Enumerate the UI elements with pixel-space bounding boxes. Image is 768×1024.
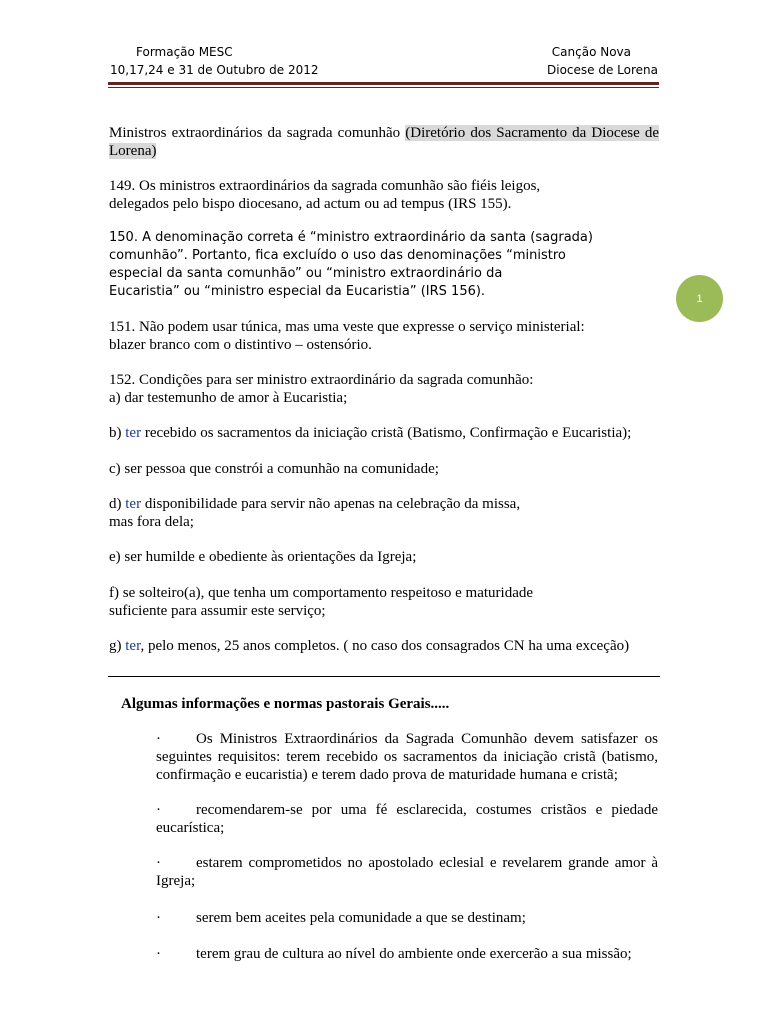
bullet-dot: · [156, 855, 161, 871]
bullet-item [156, 801, 658, 837]
paragraph-150-line-1: 150. A denominação correta é “ministro extraordinário da santa (sagrada) [109, 230, 593, 245]
intro-title-text: Ministros extraordinários da sagrada comunhão [109, 125, 406, 141]
condition-b-link: ter [125, 425, 142, 441]
condition-d-text: disponibilidade para servir não apenas na celebração da missa, [141, 496, 521, 512]
bullet-item [156, 854, 658, 890]
paragraph-150 [109, 229, 659, 301]
condition-b [109, 424, 659, 442]
condition-e: e) ser humilde e obediente às orientações da Igreja; [109, 549, 417, 565]
paragraph-150-line-4: Eucaristia” ou “ministro especial da Eucaristia” (IRS 156). [109, 284, 486, 299]
paragraph-151-line-1: 151. Não podem usar túnica, mas uma veste que expresse o serviço ministerial: [109, 319, 585, 335]
page-number-badge: 1 [676, 275, 723, 322]
paragraph-152-line-1: 152. Condições para ser ministro extraordinário da sagrada comunhão: [109, 372, 534, 388]
section-divider [108, 676, 660, 677]
condition-f-line-2: suficiente para assumir este serviço; [109, 603, 326, 619]
header-diocese: Diocese de Lorena [547, 63, 658, 77]
section-title: Algumas informações e normas pastorais Gerais..... [121, 696, 450, 712]
condition-d [109, 495, 659, 531]
paragraph-150-line-2: comunhão”. Portanto, fica excluído o uso das denominações “ministro [109, 248, 566, 263]
bullet-item [156, 945, 658, 963]
condition-a: a) dar testemunho de amor à Eucaristia; [109, 390, 348, 406]
condition-g [109, 637, 659, 655]
bullet-text: terem grau de cultura ao nível do ambiente onde exercerão a sua missão; [196, 946, 632, 962]
bullet-text: estarem comprometidos no apostolado eclesial e revelarem grande amor à Igreja; [156, 855, 658, 889]
intro-title [109, 124, 659, 160]
paragraph-149-line-1: 149. Os ministros extraordinários da sagrada comunhão são fiéis leigos, [109, 178, 541, 194]
bullet-dot: · [156, 946, 161, 962]
paragraph-150-line-3: especial da santa comunhão” ou “ministro extraordinário da [109, 266, 503, 281]
header-rule-thin [108, 87, 659, 88]
header-organization: Canção Nova [551, 45, 631, 59]
bullet-item [156, 909, 658, 927]
condition-d-line-2: mas fora dela; [109, 514, 194, 530]
condition-g-prefix: g) [109, 638, 126, 654]
paragraph-151 [109, 318, 659, 354]
condition-b-text: recebido os sacramentos da iniciação cristã (Batismo, Confirmação e Eucaristia); [141, 425, 632, 441]
bullet-text: serem bem aceites pela comunidade a que se destinam; [196, 910, 526, 926]
paragraph-152 [109, 371, 659, 407]
condition-g-link: ter [125, 638, 141, 654]
paragraph-149 [109, 177, 659, 213]
condition-f [109, 584, 659, 620]
paragraph-149-line-2: delegados pelo bispo diocesano, ad actum ou ad tempus (IRS 155). [109, 196, 512, 212]
bullet-dot: · [156, 802, 161, 818]
bullet-text: recomendarem-se por uma fé esclarecida, costumes cristãos e piedade eucarística; [156, 802, 658, 836]
header-course-title: Formação MESC [136, 45, 233, 59]
paragraph-151-line-2: blazer branco com o distintivo – ostensório. [109, 337, 372, 353]
condition-g-text: , pelo menos, 25 anos completos. ( no caso dos consagrados CN ha uma exceção) [140, 638, 630, 654]
bullet-dot: · [156, 731, 161, 747]
header-dates: 10,17,24 e 31 de Outubro de 2012 [110, 63, 319, 77]
bullet-item [156, 730, 658, 784]
condition-d-link: ter [125, 496, 142, 512]
bullet-dot: · [156, 910, 161, 926]
condition-b-prefix: b) [109, 425, 126, 441]
bullet-text: Os Ministros Extraordinários da Sagrada Comunhão devem satisfazer os seguintes requisitos: terem recebido os sacramentos da iniciação cristã (batismo, confirmação e eucaristia) e terem dado prova de maturidade humana e cristã; [156, 731, 658, 783]
condition-c: c) ser pessoa que constrói a comunhão na comunidade; [109, 461, 439, 477]
header-rule [108, 82, 659, 85]
condition-d-prefix: d) [109, 496, 126, 512]
intro-title-source: (Diretório dos Sacramento da Diocese de Lorena) [109, 125, 659, 159]
condition-f-line-1: f) se solteiro(a), que tenha um comportamento respeitoso e maturidade [109, 585, 534, 601]
